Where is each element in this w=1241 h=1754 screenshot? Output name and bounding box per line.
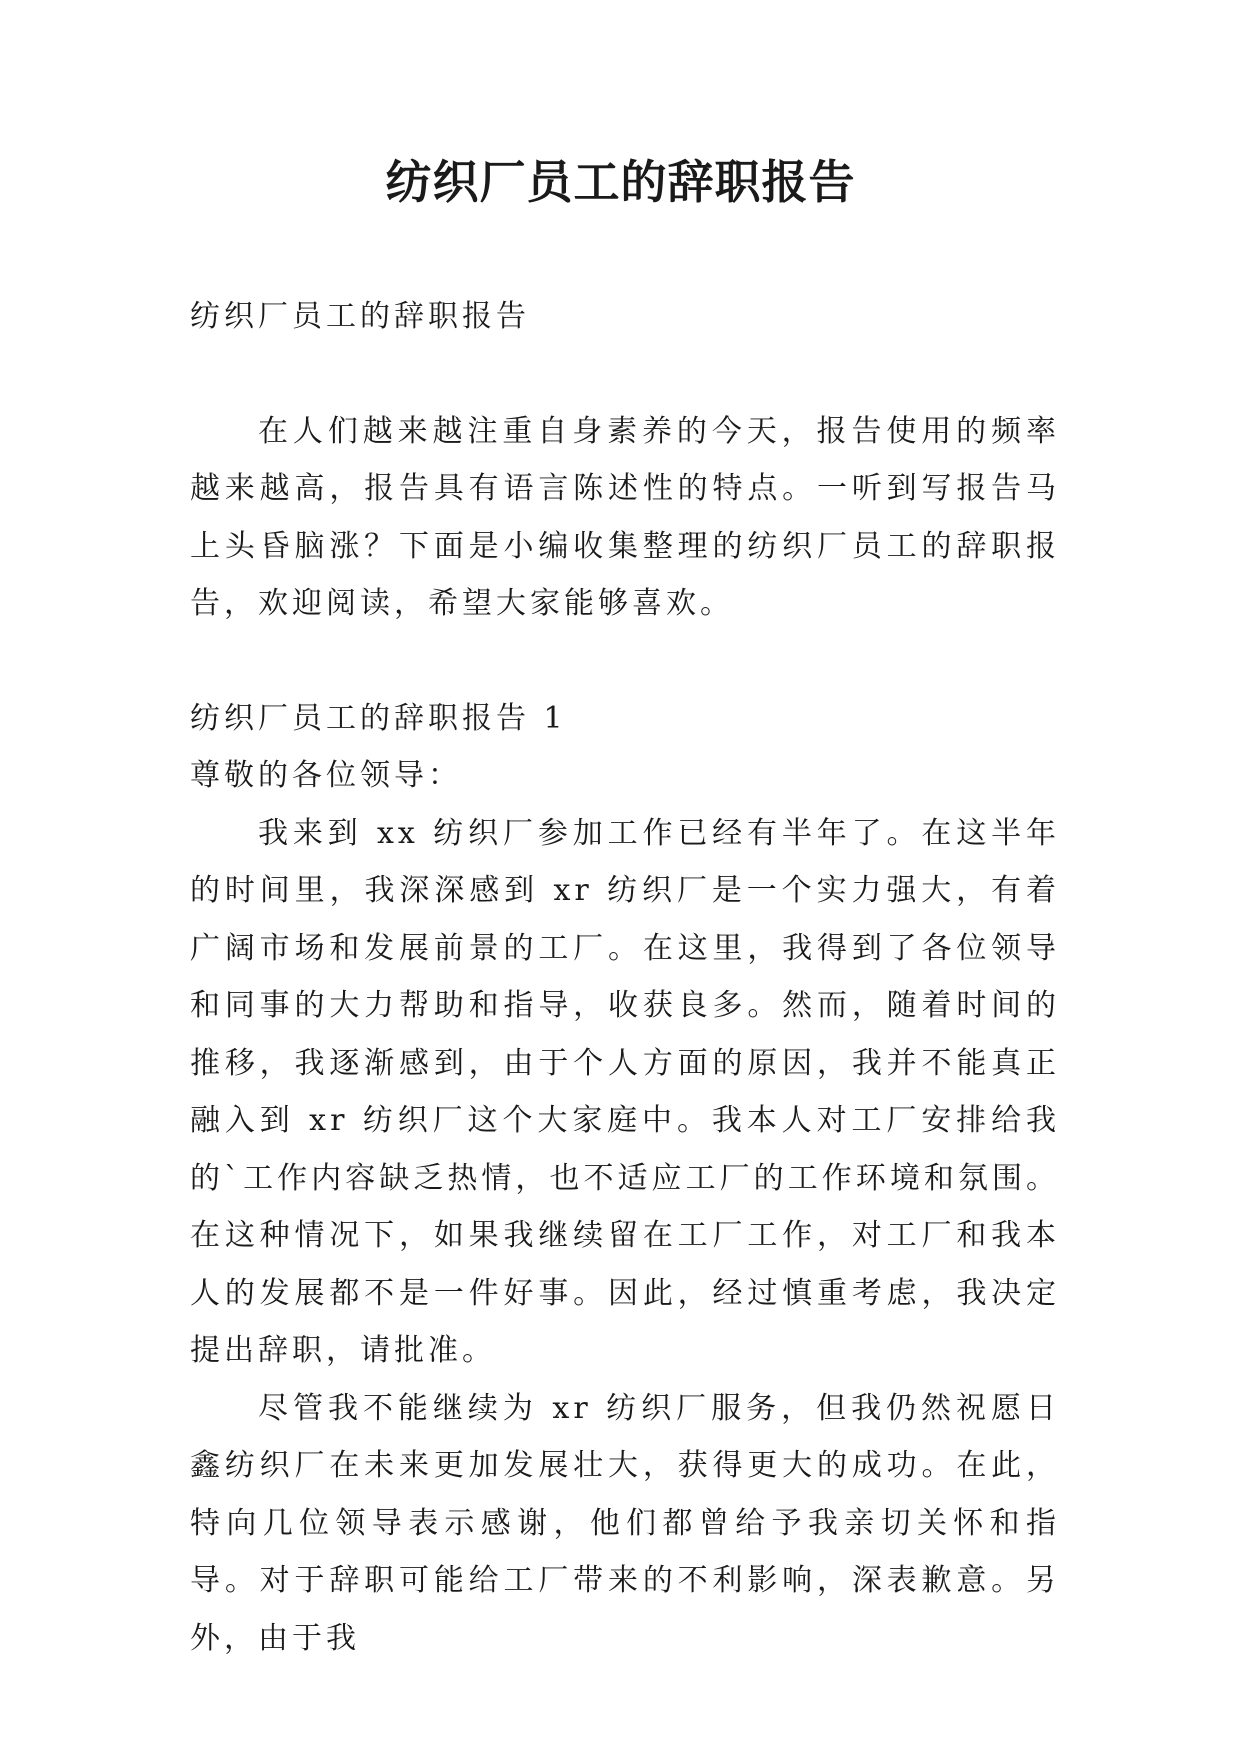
document-title: 纺织厂员工的辞职报告 (385, 155, 856, 209)
section-heading: 纺织厂员工的辞职报告 1 (190, 700, 567, 736)
document-body (190, 288, 1060, 1667)
body-paragraph: 尽管我不能继续为 xr 纺织厂服务，但我仍然祝愿日鑫纺织厂在未来更加发展壮大，获得更大的成功。在此，特向几位领导表示感谢，他们都曾给予我亲切关怀和指导。对于辞职可能给工厂带来的不利影响，深表歉意。另外，由于我 (190, 1390, 1060, 1656)
document-subtitle: 纺织厂员工的辞职报告 (190, 299, 530, 334)
intro-paragraph: 在人们越来越注重自身素养的今天，报告使用的频率越来越高，报告具有语言陈述性的特点。一听到写报告马上头昏脑涨？下面是小编收集整理的纺织厂员工的辞职报告，欢迎阅读，希望大家能够喜欢。 (190, 413, 1060, 621)
body-paragraph: 我来到 xx 纺织厂参加工作已经有半年了。在这半年的时间里，我深深感到 xr 纺织厂是一个实力强大，有着广阔市场和发展前景的工厂。在这里，我得到了各位领导和同事的大力帮助和指导，收获良多。然而，随着时间的推移，我逐渐感到，由于个人方面的原因，我并不能真正融入到 xr 纺织厂这个大家庭中。我本人对工厂安排给我的`工作内容缺乏热情，也不适应工厂的工作环境和氛围。在这种情况下，如果我继续留在工厂工作，对工厂和我本人的发展都不是一件好事。因此，经过慎重考虑，我决定提出辞职，请批准。 (190, 815, 1060, 1368)
salutation: 尊敬的各位领导： (190, 758, 462, 793)
